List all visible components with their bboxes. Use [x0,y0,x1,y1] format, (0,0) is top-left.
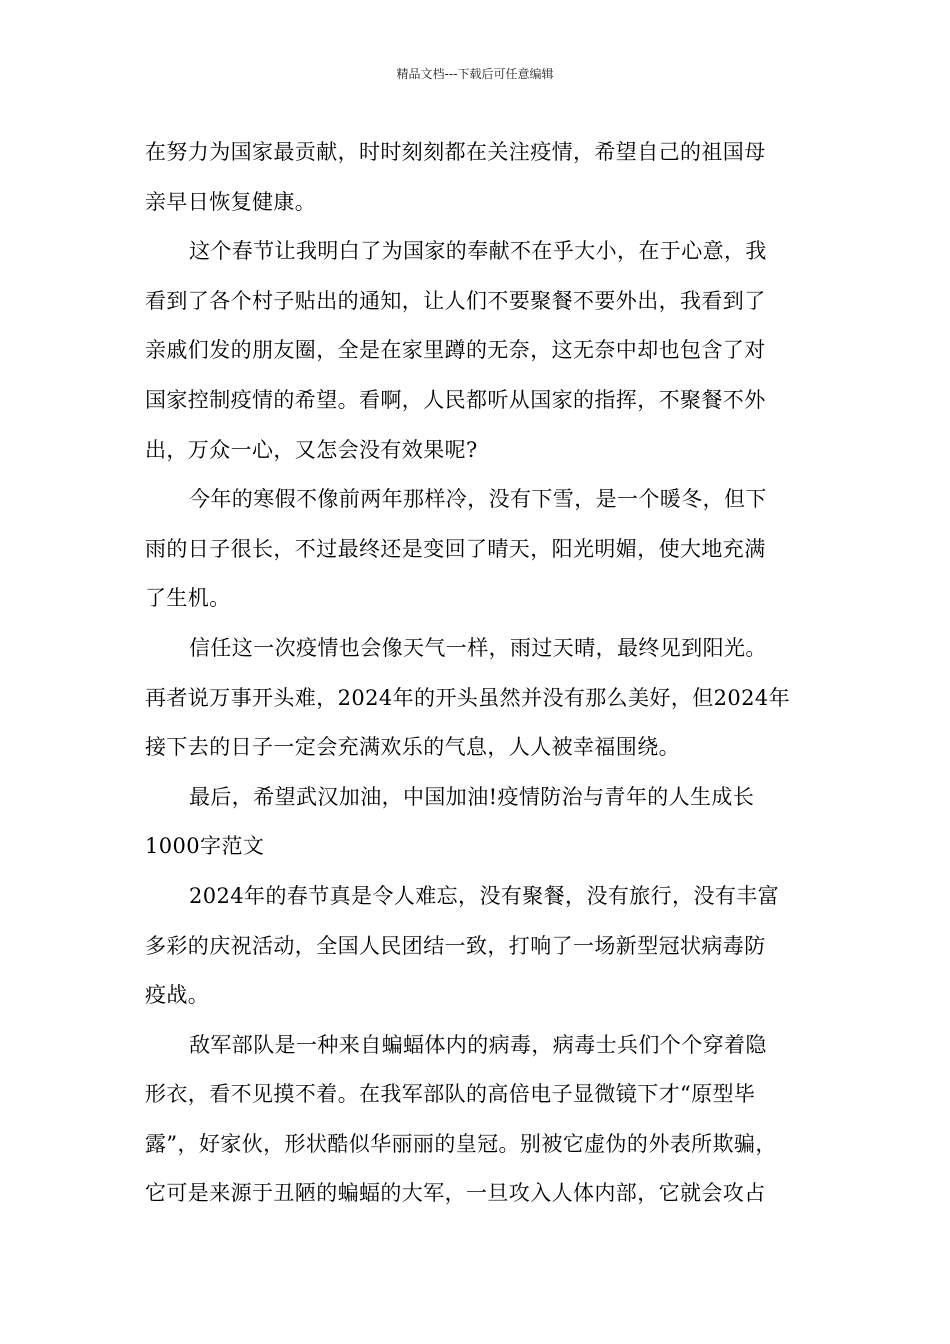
text-line: 露”，好家伙，形状酷似华丽丽的皇冠。别被它虚伪的外表所欺骗， [145,1131,777,1156]
text-line: 再者说万事开头难，2024年的开头虽然并没有那么美好，但2024年 [145,685,791,710]
text-line: 最后，希望武汉加油，中国加油!疫情防治与青年的人生成长 [189,784,755,809]
text-line: 1000字范文 [145,834,265,859]
text-line: 出，万众一心，又怎会没有效果呢? [145,437,478,462]
text-line: 这个春节让我明白了为国家的奉献不在乎大小，在于心意，我 [189,239,767,264]
text-line: 敌军部队是一种来自蝙蝠体内的病毒，病毒士兵们个个穿着隐 [189,1032,767,1057]
text-line: 看到了各个村子贴出的通知，让人们不要聚餐不要外出，我看到了 [145,288,766,313]
text-line: 多彩的庆祝活动，全国人民团结一致，打响了一场新型冠状病毒防 [145,933,766,958]
text-line: 它可是来源于丑陋的蝙蝠的大军，一旦攻入人体内部，它就会攻占 [145,1181,766,1206]
text-line: 了生机。 [145,586,231,611]
text-line: 形衣，看不见摸不着。在我军部队的高倍电子显微镜下才“原型毕 [145,1082,756,1107]
text-line: 在努力为国家最贡献，时时刻刻都在关注疫情，希望自己的祖国母 [145,140,766,164]
text-line: 亲戚们发的朋友圈，全是在家里蹲的无奈，这无奈中却也包含了对 [145,338,766,363]
document-body [145,128,825,1219]
text-line: 国家控制疫情的希望。看啊，人民都听从国家的指挥，不聚餐不外 [145,387,766,412]
text-line: 今年的寒假不像前两年那样冷，没有下雪，是一个暖冬，但下 [189,487,767,512]
text-line: 信任这一次疫情也会像天气一样，雨过天晴，最终见到阳光。 [189,635,767,660]
text-line: 亲早日恢复健康。 [145,189,317,214]
text-line: 2024年的春节真是令人难忘，没有聚餐，没有旅行，没有丰富 [189,883,780,908]
page-header: 精品文档---下载后可任意编辑 [396,67,554,81]
text-line: 接下去的日子一定会充满欢乐的气息，人人被幸福围绕。 [145,735,680,760]
text-line: 疫战。 [145,983,210,1008]
text-line: 雨的日子很长，不过最终还是变回了晴天，阳光明媚，使大地充满 [145,536,766,561]
